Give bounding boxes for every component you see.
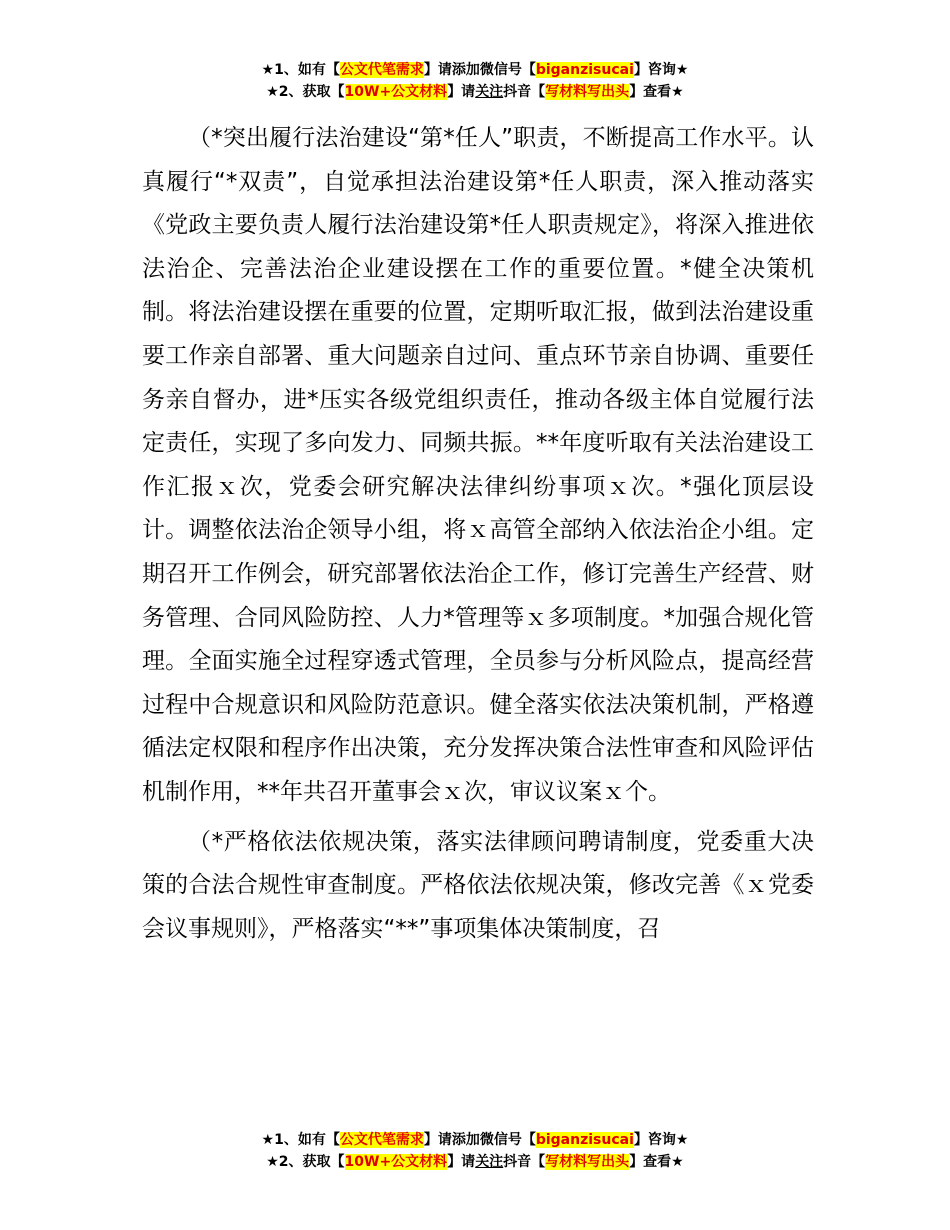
paragraph-2: （*严格依法依规决策，落实法律顾问聘请制度，党委重大决策的合法合规性审查制度。严格依法依规决策，修改完善《ｘ党委会议事规则》，严格落实“**”事项集体决策制度，召 xyxy=(142,828,814,942)
document-body xyxy=(142,117,814,951)
highlight-ghostwriting: 公文代笔需求 xyxy=(339,1132,424,1148)
highlight-ghostwriting: 公文代笔需求 xyxy=(339,62,424,78)
underlined-follow: 关注 xyxy=(475,1154,504,1170)
highlight-wechat-id: biganzisucai xyxy=(535,62,634,78)
highlight-materials: 10W+公文材料 xyxy=(344,1154,448,1170)
underlined-follow: 关注 xyxy=(475,84,504,100)
paragraph-1: （*突出履行法治建设“第*任人”职责，不断提高工作水平。认真履行“*双责”，自觉承担法治建设第*任人职责，深入推动落实《党政主要负责人履行法治建设第*任人职责规定》，将深入推进依法治企、完善法治企业建设摆在工作的重要位置。*健全决策机制。将法治建设摆在重要的位置，定期听取汇报，做到法治建设重要工作亲自部署、重大问题亲自过问、重点环节亲自协调、重要任务亲自督办，进*压实各级党组织责任，推动各级主体自觉履行法定责任，实现了多向发力、同频共振。**年度听取有关法治建设工作汇报ｘ次，党委会研究解决法律纠纷事项ｘ次。*强化顶层设计。调整依法治企领导小组，将ｘ高管全部纳入依法治企小组。定期召开工作例会，研究部署依法治企工作，修订完善生产经营、财务管理、合同风险防控、人力*管理等ｘ多项制度。*加强合规化管理。全面实施全过程穿透式管理，全员参与分析风险点，提高经营过程中合规意识和风险防范意识。健全落实依法决策机制，严格遵循法定权限和程序作出决策，充分发挥决策合法性审查和风险评估机制作用，**年共召开董事会ｘ次，审议议案ｘ个。 xyxy=(142,125,815,805)
footer-line-2: ★2、获取【10W+公文材料】请关注抖音【写材料写出头】查看★ xyxy=(266,1154,684,1170)
highlight-douyin-account: 写材料写出头 xyxy=(545,1154,630,1170)
header-banner xyxy=(0,59,950,103)
highlight-materials: 10W+公文材料 xyxy=(344,84,448,100)
highlight-wechat-id: biganzisucai xyxy=(535,1132,634,1148)
header-line-2: ★2、获取【10W+公文材料】请关注抖音【写材料写出头】查看★ xyxy=(266,84,684,100)
header-line-1: ★1、如有【公文代笔需求】请添加微信号【biganzisucai】咨询★ xyxy=(261,62,689,78)
footer-line-1: ★1、如有【公文代笔需求】请添加微信号【biganzisucai】咨询★ xyxy=(261,1132,689,1148)
highlight-douyin-account: 写材料写出头 xyxy=(545,84,630,100)
footer-banner xyxy=(0,1129,950,1173)
